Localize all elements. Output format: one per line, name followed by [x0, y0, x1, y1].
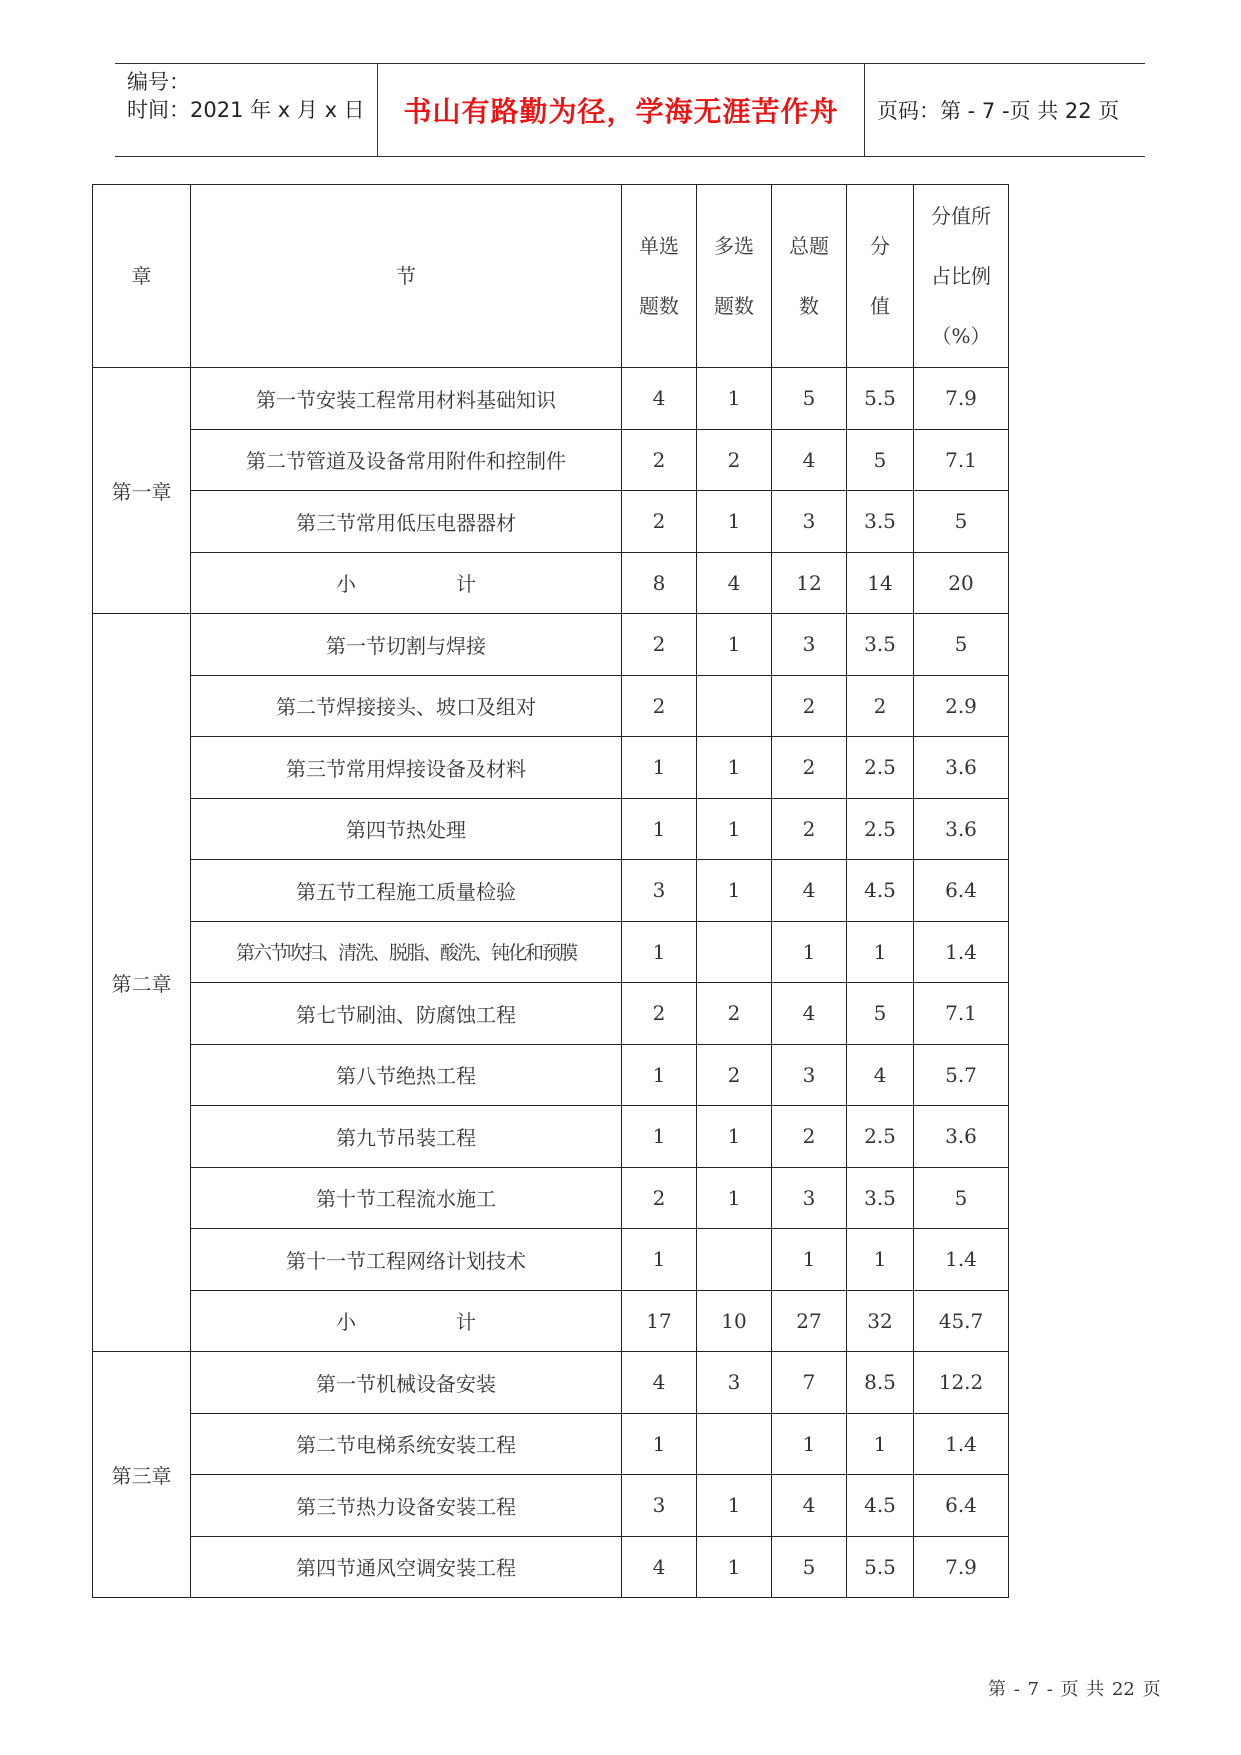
score-cell: 5 — [847, 983, 914, 1045]
score-cell: 4.5 — [847, 860, 914, 922]
score-cell: 32 — [847, 1290, 914, 1352]
score-cell: 2.5 — [847, 798, 914, 860]
total-cell: 3 — [772, 491, 847, 553]
score-cell: 5 — [847, 429, 914, 491]
single-cell: 2 — [622, 675, 697, 737]
section-cell: 小 计 — [191, 1290, 622, 1352]
total-cell: 1 — [772, 921, 847, 983]
ratio-cell: 3.6 — [914, 1106, 1009, 1168]
ratio-cell: 5 — [914, 1167, 1009, 1229]
table-row — [93, 1475, 1009, 1537]
section-cell: 第九节吊装工程 — [191, 1106, 622, 1168]
section-cell: 第一节切割与焊接 — [191, 614, 622, 676]
score-cell: 5.5 — [847, 368, 914, 430]
multi-cell: 1 — [697, 1106, 772, 1168]
document-time-label: 时间：2021 年 x 月 x 日 — [127, 98, 365, 122]
header-meta — [115, 64, 377, 156]
header-score-ratio: 分值所 占比例 （%） — [914, 185, 1009, 368]
single-cell: 1 — [622, 921, 697, 983]
section-cell: 第二节电梯系统安装工程 — [191, 1413, 622, 1475]
table-row — [93, 1536, 1009, 1598]
chapter-cell: 第三章 — [93, 1352, 191, 1598]
header-motto: 书山有路勤为径，学海无涯苦作舟 — [377, 64, 865, 156]
total-cell: 3 — [772, 614, 847, 676]
chapter-cell: 第二章 — [93, 614, 191, 1352]
ratio-cell: 3.6 — [914, 798, 1009, 860]
score-cell: 1 — [847, 1413, 914, 1475]
single-cell: 4 — [622, 1536, 697, 1598]
table-row — [93, 552, 1009, 614]
score-cell: 2 — [847, 675, 914, 737]
multi-cell: 3 — [697, 1352, 772, 1414]
single-cell: 1 — [622, 737, 697, 799]
score-cell: 14 — [847, 552, 914, 614]
multi-cell: 4 — [697, 552, 772, 614]
single-cell: 3 — [622, 1475, 697, 1537]
score-cell: 8.5 — [847, 1352, 914, 1414]
single-cell: 17 — [622, 1290, 697, 1352]
total-cell: 4 — [772, 983, 847, 1045]
ratio-cell: 1.4 — [914, 1413, 1009, 1475]
ratio-cell: 6.4 — [914, 860, 1009, 922]
single-cell: 1 — [622, 798, 697, 860]
total-cell: 4 — [772, 1475, 847, 1537]
score-cell: 2.5 — [847, 737, 914, 799]
total-cell: 2 — [772, 798, 847, 860]
multi-cell: 2 — [697, 1044, 772, 1106]
multi-cell — [697, 1413, 772, 1475]
multi-cell: 1 — [697, 860, 772, 922]
total-cell: 3 — [772, 1167, 847, 1229]
ratio-cell: 2.9 — [914, 675, 1009, 737]
table-row — [93, 368, 1009, 430]
total-cell: 2 — [772, 1106, 847, 1168]
table-row — [93, 675, 1009, 737]
single-cell: 1 — [622, 1229, 697, 1291]
multi-cell: 2 — [697, 983, 772, 1045]
ratio-cell: 5.7 — [914, 1044, 1009, 1106]
table-row — [93, 1413, 1009, 1475]
multi-cell: 1 — [697, 368, 772, 430]
single-cell: 4 — [622, 1352, 697, 1414]
header-chapter: 章 — [93, 185, 191, 368]
total-cell: 2 — [772, 675, 847, 737]
section-cell: 第六节吹扫、清洗、脱脂、酸洗、钝化和预膜 — [191, 921, 622, 983]
page-footer: 第 - 7 - 页 共 22 页 — [988, 1679, 1161, 1700]
table-row — [93, 1229, 1009, 1291]
section-cell: 第七节刷油、防腐蚀工程 — [191, 983, 622, 1045]
total-cell: 2 — [772, 737, 847, 799]
ratio-cell: 6.4 — [914, 1475, 1009, 1537]
table-row — [93, 1167, 1009, 1229]
multi-cell: 1 — [697, 1536, 772, 1598]
table-row — [93, 983, 1009, 1045]
score-cell: 3.5 — [847, 1167, 914, 1229]
header-single-choice: 单选 题数 — [622, 185, 697, 368]
total-cell: 4 — [772, 429, 847, 491]
score-distribution-table — [92, 184, 1009, 1598]
ratio-cell: 5 — [914, 614, 1009, 676]
chapter-cell: 第一章 — [93, 368, 191, 614]
section-cell: 小 计 — [191, 552, 622, 614]
single-cell: 2 — [622, 429, 697, 491]
total-cell: 12 — [772, 552, 847, 614]
section-cell: 第五节工程施工质量检验 — [191, 860, 622, 922]
table-row — [93, 860, 1009, 922]
table-row — [93, 1044, 1009, 1106]
table-row — [93, 1352, 1009, 1414]
section-cell: 第二节管道及设备常用附件和控制件 — [191, 429, 622, 491]
total-cell: 5 — [772, 368, 847, 430]
document-number-label: 编号： — [127, 70, 190, 94]
total-cell: 3 — [772, 1044, 847, 1106]
ratio-cell: 3.6 — [914, 737, 1009, 799]
table-row — [93, 491, 1009, 553]
table-header-row — [93, 185, 1009, 368]
total-cell: 4 — [772, 860, 847, 922]
score-cell: 4.5 — [847, 1475, 914, 1537]
single-cell: 2 — [622, 614, 697, 676]
multi-cell: 2 — [697, 429, 772, 491]
table-body — [93, 368, 1009, 1598]
multi-cell: 1 — [697, 1475, 772, 1537]
ratio-cell: 5 — [914, 491, 1009, 553]
multi-cell: 1 — [697, 798, 772, 860]
total-cell: 27 — [772, 1290, 847, 1352]
single-cell: 4 — [622, 368, 697, 430]
multi-cell — [697, 1229, 772, 1291]
section-cell: 第三节常用焊接设备及材料 — [191, 737, 622, 799]
score-cell: 3.5 — [847, 491, 914, 553]
multi-cell: 10 — [697, 1290, 772, 1352]
ratio-cell: 7.9 — [914, 368, 1009, 430]
single-cell: 2 — [622, 983, 697, 1045]
table-row — [93, 921, 1009, 983]
header-section: 节 — [191, 185, 622, 368]
total-cell: 1 — [772, 1413, 847, 1475]
single-cell: 2 — [622, 1167, 697, 1229]
section-cell: 第三节常用低压电器器材 — [191, 491, 622, 553]
table-row — [93, 429, 1009, 491]
section-cell: 第四节热处理 — [191, 798, 622, 860]
ratio-cell: 7.1 — [914, 983, 1009, 1045]
page-header — [115, 63, 1145, 157]
total-cell: 1 — [772, 1229, 847, 1291]
multi-cell: 1 — [697, 1167, 772, 1229]
ratio-cell: 7.9 — [914, 1536, 1009, 1598]
single-cell: 8 — [622, 552, 697, 614]
table-row — [93, 1106, 1009, 1168]
score-cell: 4 — [847, 1044, 914, 1106]
section-cell: 第十一节工程网络计划技术 — [191, 1229, 622, 1291]
section-cell: 第三节热力设备安装工程 — [191, 1475, 622, 1537]
table-row — [93, 798, 1009, 860]
ratio-cell: 1.4 — [914, 921, 1009, 983]
score-cell: 5.5 — [847, 1536, 914, 1598]
header-page-label: 页码：第 - 7 -页 共 22 页 — [877, 99, 1120, 123]
single-cell: 1 — [622, 1106, 697, 1168]
header-score: 分 值 — [847, 185, 914, 368]
single-cell: 1 — [622, 1413, 697, 1475]
multi-cell — [697, 675, 772, 737]
section-cell: 第一节安装工程常用材料基础知识 — [191, 368, 622, 430]
table-row — [93, 614, 1009, 676]
ratio-cell: 45.7 — [914, 1290, 1009, 1352]
multi-cell: 1 — [697, 491, 772, 553]
multi-cell — [697, 921, 772, 983]
ratio-cell: 1.4 — [914, 1229, 1009, 1291]
section-cell: 第八节绝热工程 — [191, 1044, 622, 1106]
ratio-cell: 7.1 — [914, 429, 1009, 491]
single-cell: 3 — [622, 860, 697, 922]
total-cell: 7 — [772, 1352, 847, 1414]
single-cell: 2 — [622, 491, 697, 553]
section-cell: 第二节焊接接头、坡口及组对 — [191, 675, 622, 737]
score-cell: 2.5 — [847, 1106, 914, 1168]
section-cell: 第四节通风空调安装工程 — [191, 1536, 622, 1598]
multi-cell: 1 — [697, 737, 772, 799]
ratio-cell: 12.2 — [914, 1352, 1009, 1414]
header-multi-choice: 多选 题数 — [697, 185, 772, 368]
score-cell: 1 — [847, 921, 914, 983]
section-cell: 第十节工程流水施工 — [191, 1167, 622, 1229]
multi-cell: 1 — [697, 614, 772, 676]
header-total-questions: 总题 数 — [772, 185, 847, 368]
section-cell: 第一节机械设备安装 — [191, 1352, 622, 1414]
table-row — [93, 737, 1009, 799]
single-cell: 1 — [622, 1044, 697, 1106]
total-cell: 5 — [772, 1536, 847, 1598]
ratio-cell: 20 — [914, 552, 1009, 614]
score-cell: 1 — [847, 1229, 914, 1291]
score-cell: 3.5 — [847, 614, 914, 676]
table-row — [93, 1290, 1009, 1352]
